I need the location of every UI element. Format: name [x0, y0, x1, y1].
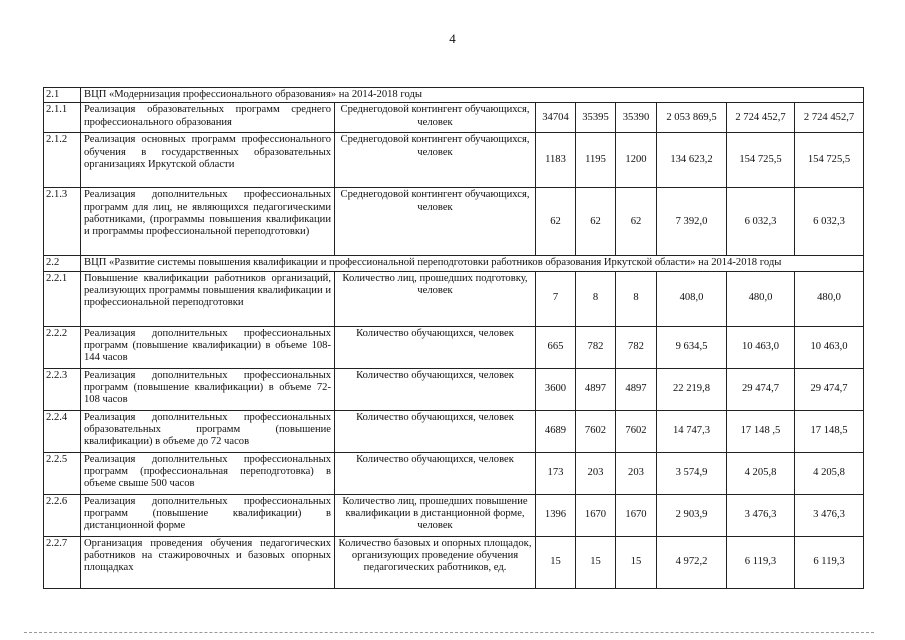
finance-2016: 9 634,5 [657, 326, 727, 368]
row-indicator: Количество обучающихся, человек [335, 410, 536, 452]
finance-2017: 4 205,8 [727, 452, 795, 494]
finance-2017: 3 476,3 [727, 494, 795, 536]
row-code: 2.1.3 [44, 188, 81, 256]
row-code: 2.1.2 [44, 133, 81, 188]
finance-2016: 3 574,9 [657, 452, 727, 494]
row-code: 2.1.1 [44, 103, 81, 133]
row-name: Реализация дополнительных профессиональных программ (повышение квалификации) в объеме 108-144 часов [81, 326, 335, 368]
value-2017: 782 [576, 326, 616, 368]
row-indicator: Количество обучающихся, человек [335, 368, 536, 410]
value-2016: 4689 [536, 410, 576, 452]
row-code: 2.2.6 [44, 494, 81, 536]
value-2016: 665 [536, 326, 576, 368]
row-name: Реализация дополнительных профессиональных программ (повышение квалификации) в дистанционной форме [81, 494, 335, 536]
value-2018: 15 [616, 536, 657, 588]
section-row [44, 256, 864, 271]
value-2016: 7 [536, 271, 576, 326]
value-2018: 203 [616, 452, 657, 494]
row-name: Реализация дополнительных профессиональных образовательных программ (повышение квалификации) в объеме до 72 часов [81, 410, 335, 452]
program-table [43, 87, 864, 589]
finance-2017: 6 119,3 [727, 536, 795, 588]
finance-2017: 2 724 452,7 [727, 103, 795, 133]
value-2016: 1396 [536, 494, 576, 536]
table-row [44, 103, 864, 133]
finance-2018: 4 205,8 [795, 452, 864, 494]
row-code: 2.2.5 [44, 452, 81, 494]
value-2018: 782 [616, 326, 657, 368]
finance-2018: 154 725,5 [795, 133, 864, 188]
table-row [44, 368, 864, 410]
value-2017: 35395 [576, 103, 616, 133]
finance-2017: 10 463,0 [727, 326, 795, 368]
value-2017: 1195 [576, 133, 616, 188]
row-name: Реализация образовательных программ среднего профессионального образования [81, 103, 335, 133]
value-2018: 35390 [616, 103, 657, 133]
finance-2016: 134 623,2 [657, 133, 727, 188]
row-code: 2.2.1 [44, 271, 81, 326]
row-name: Реализация дополнительных профессиональных программ (повышение квалификации) в объеме 72-108 часов [81, 368, 335, 410]
row-indicator: Количество обучающихся, человек [335, 452, 536, 494]
finance-2018: 10 463,0 [795, 326, 864, 368]
value-2018: 1200 [616, 133, 657, 188]
value-2017: 15 [576, 536, 616, 588]
finance-2016: 14 747,3 [657, 410, 727, 452]
row-code: 2.2.4 [44, 410, 81, 452]
value-2017: 4897 [576, 368, 616, 410]
finance-2018: 6 119,3 [795, 536, 864, 588]
section-row [44, 88, 864, 103]
table-row [44, 410, 864, 452]
row-name: Реализация дополнительных профессиональных программ (профессиональная переподготовка) в объеме свыше 500 часов [81, 452, 335, 494]
value-2017: 7602 [576, 410, 616, 452]
row-name: Реализация дополнительных профессиональных программ для лиц, не являющихся педагогическими работниками, (программы повышения квалификации и программы профессиональной переподготовки) [81, 188, 335, 256]
value-2016: 3600 [536, 368, 576, 410]
value-2016: 1183 [536, 133, 576, 188]
value-2018: 4897 [616, 368, 657, 410]
section-title: ВЦП «Развитие системы повышения квалификации и профессиональной переподготовки работников образования Иркутской области» на 2014-2018 годы [81, 256, 864, 271]
value-2018: 8 [616, 271, 657, 326]
table-row [44, 452, 864, 494]
table-row [44, 536, 864, 588]
finance-2016: 2 053 869,5 [657, 103, 727, 133]
row-name: Реализация основных программ профессионального обучения в государственных образовательных организациях Иркутской области [81, 133, 335, 188]
value-2017: 8 [576, 271, 616, 326]
value-2016: 62 [536, 188, 576, 256]
finance-2017: 154 725,5 [727, 133, 795, 188]
row-indicator: Среднегодовой контингент обучающихся, человек [335, 133, 536, 188]
finance-2016: 2 903,9 [657, 494, 727, 536]
row-indicator: Количество базовых и опорных площадок, организующих проведение обучения педагогических работников, ед. [335, 536, 536, 588]
row-code: 2.2.2 [44, 326, 81, 368]
finance-2017: 480,0 [727, 271, 795, 326]
finance-2018: 29 474,7 [795, 368, 864, 410]
finance-2017: 6 032,3 [727, 188, 795, 256]
finance-2017: 17 148 ,5 [727, 410, 795, 452]
finance-2018: 6 032,3 [795, 188, 864, 256]
table-row [44, 188, 864, 256]
finance-2016: 408,0 [657, 271, 727, 326]
row-code: 2.2.3 [44, 368, 81, 410]
value-2017: 62 [576, 188, 616, 256]
table-row [44, 326, 864, 368]
row-indicator: Количество лиц, прошедших подготовку, человек [335, 271, 536, 326]
value-2016: 34704 [536, 103, 576, 133]
row-indicator: Количество лиц, прошедших повышение квалификации в дистанционной форме, человек [335, 494, 536, 536]
row-indicator: Количество обучающихся, человек [335, 326, 536, 368]
value-2017: 203 [576, 452, 616, 494]
row-indicator: Среднегодовой контингент обучающихся, человек [335, 188, 536, 256]
value-2018: 1670 [616, 494, 657, 536]
table-row [44, 133, 864, 188]
section-code: 2.1 [44, 88, 81, 103]
row-code: 2.2.7 [44, 536, 81, 588]
page-number: 4 [449, 31, 456, 46]
finance-2017: 29 474,7 [727, 368, 795, 410]
bottom-scan-line [24, 632, 874, 633]
table-body [44, 88, 864, 589]
table-row [44, 494, 864, 536]
section-title: ВЦП «Модернизация профессионального образования» на 2014-2018 годы [81, 88, 864, 103]
finance-2016: 4 972,2 [657, 536, 727, 588]
finance-2016: 22 219,8 [657, 368, 727, 410]
value-2017: 1670 [576, 494, 616, 536]
value-2016: 173 [536, 452, 576, 494]
finance-2016: 7 392,0 [657, 188, 727, 256]
finance-2018: 3 476,3 [795, 494, 864, 536]
finance-2018: 480,0 [795, 271, 864, 326]
value-2016: 15 [536, 536, 576, 588]
value-2018: 7602 [616, 410, 657, 452]
row-name: Повышение квалификации работников организаций, реализующих программы повышения квалификации и профессиональной переподготовки [81, 271, 335, 326]
row-name: Организация проведения обучения педагогических работников на стажировочных и базовых опорных площадках [81, 536, 335, 588]
row-indicator: Среднегодовой контингент обучающихся, человек [335, 103, 536, 133]
table-row [44, 271, 864, 326]
value-2018: 62 [616, 188, 657, 256]
finance-2018: 17 148,5 [795, 410, 864, 452]
section-code: 2.2 [44, 256, 81, 271]
finance-2018: 2 724 452,7 [795, 103, 864, 133]
